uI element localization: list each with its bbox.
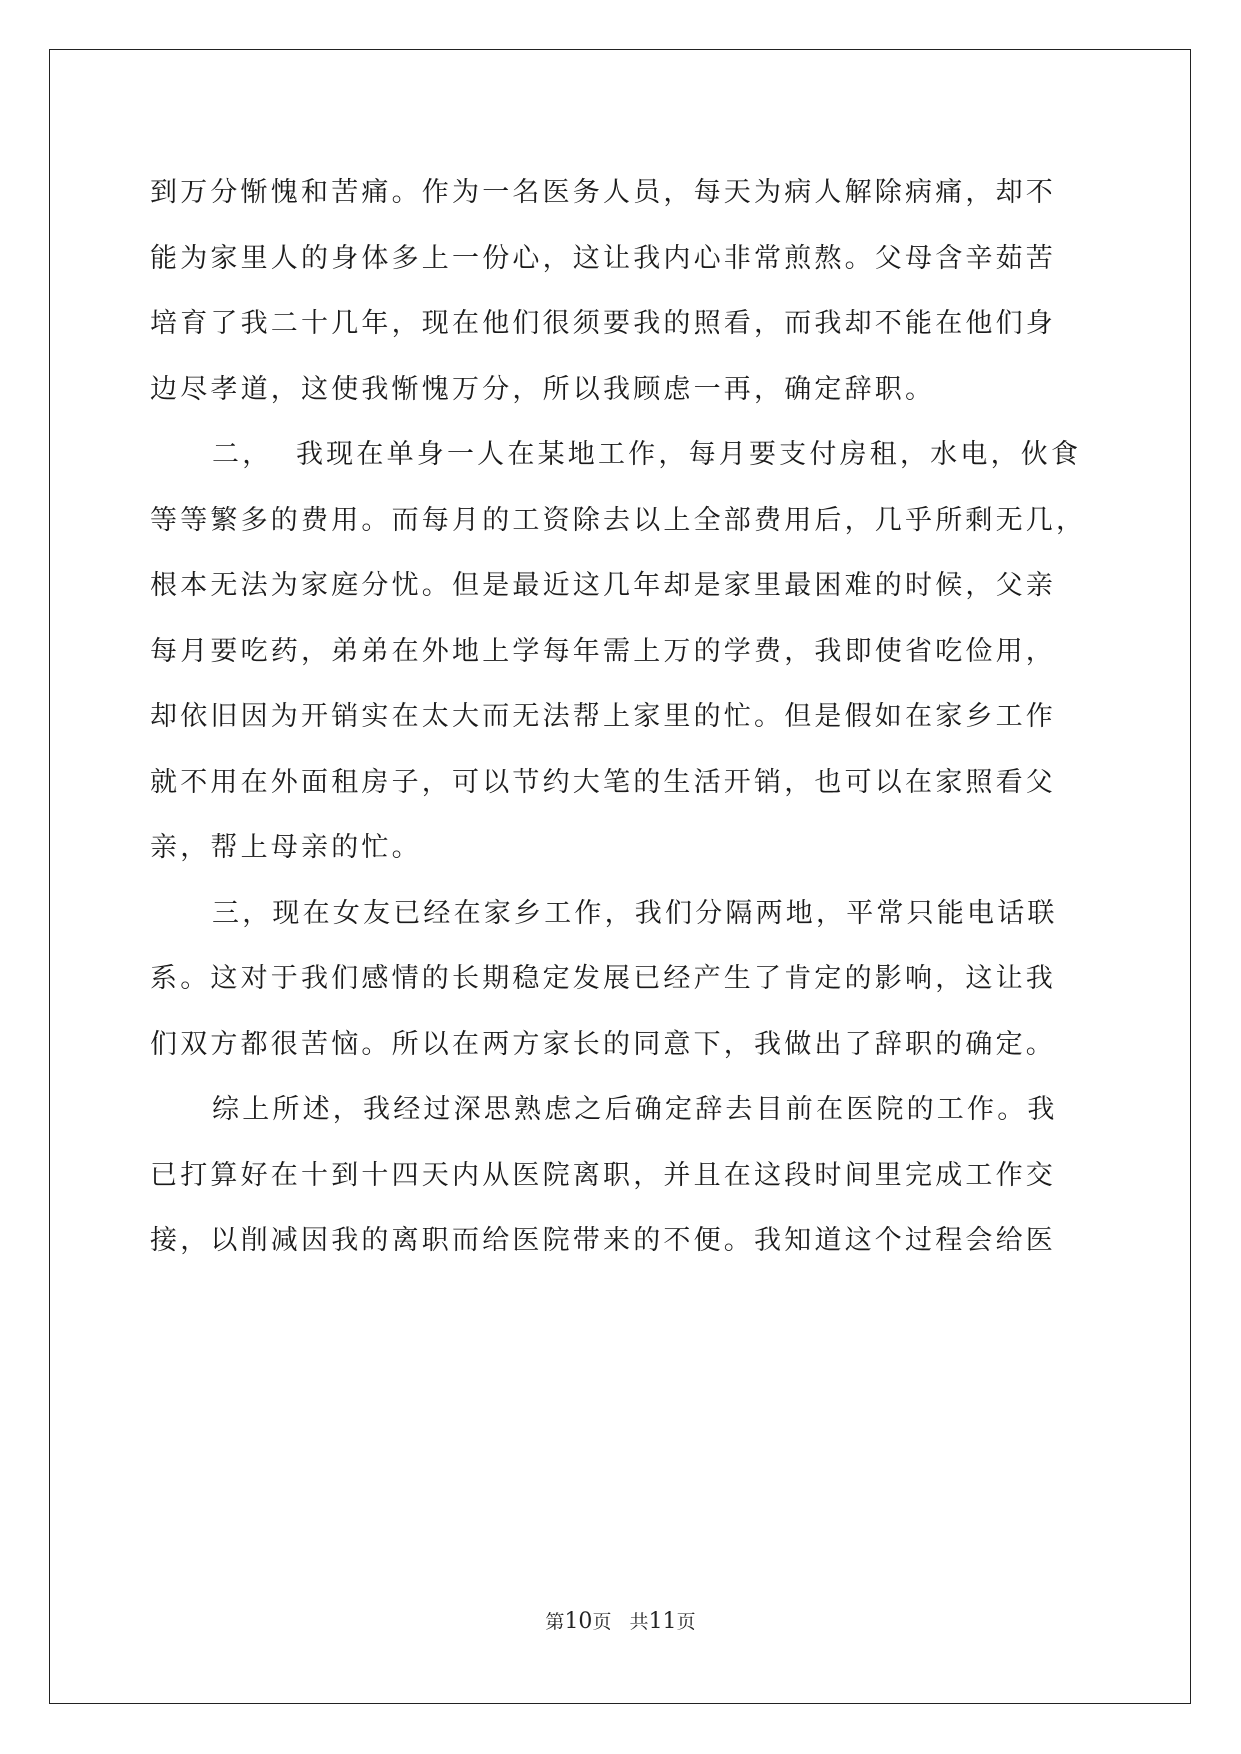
text-line-9: 却依旧因为开销实在太大而无法帮上家里的忙。但是假如在家乡工作: [150, 701, 1056, 732]
text-line-3: 培育了我二十几年，现在他们很须要我的照看，而我却不能在他们身: [150, 308, 1056, 339]
text-line-8: 每月要吃药，弟弟在外地上学每年需上万的学费，我即使省吃俭用，: [150, 635, 1056, 667]
text-line-11: 亲，帮上母亲的忙。: [150, 832, 422, 863]
footer-suffix: 页: [676, 1611, 696, 1633]
text-line-17: 接，以削减因我的离职而给医院带来的不便。我知道这个过程会给医: [150, 1225, 1056, 1256]
text-line-7: 根本无法为家庭分忧。但是最近这几年却是家里最困难的时候，父亲: [150, 570, 1056, 601]
text-line-5: 二， 我现在单身一人在某地工作，每月要支付房租，水电，伙食: [212, 439, 1082, 470]
text-line-12: 三，现在女友已经在家乡工作，我们分隔两地，平常只能电话联: [212, 897, 1058, 929]
text-line-16: 已打算好在十到十四天内从医院离职，并且在这段时间里完成工作交: [150, 1159, 1056, 1191]
text-line-2: 能为家里人的身体多上一份心，这让我内心非常煎熬。父母含辛茹苦: [150, 242, 1056, 274]
text-line-1: 到万分惭愧和苦痛。作为一名医务人员，每天为病人解除病痛，却不: [150, 177, 1056, 208]
text-line-4: 边尽孝道，这使我惭愧万分，所以我顾虑一再，确定辞职。: [150, 373, 936, 405]
current-page-number: 10: [564, 1609, 593, 1634]
page-footer: [0, 1607, 1241, 1634]
document-body: [150, 160, 1090, 1274]
total-page-number: 11: [648, 1609, 677, 1634]
text-line-15: 综上所述，我经过深思熟虑之后确定辞去目前在医院的工作。我: [212, 1094, 1058, 1125]
footer-mid: 页 共: [592, 1611, 649, 1633]
footer-prefix: 第: [545, 1611, 565, 1633]
text-line-10: 就不用在外面租房子，可以节约大笔的生活开销，也可以在家照看父: [150, 766, 1056, 798]
text-line-6: 等等繁多的费用。而每月的工资除去以上全部费用后，几乎所剩无几，: [150, 504, 1087, 536]
text-line-14: 们双方都很苦恼。所以在两方家长的同意下，我做出了辞职的确定。: [150, 1028, 1056, 1060]
text-line-13: 系。这对于我们感情的长期稳定发展已经产生了肯定的影响，这让我: [150, 963, 1056, 994]
